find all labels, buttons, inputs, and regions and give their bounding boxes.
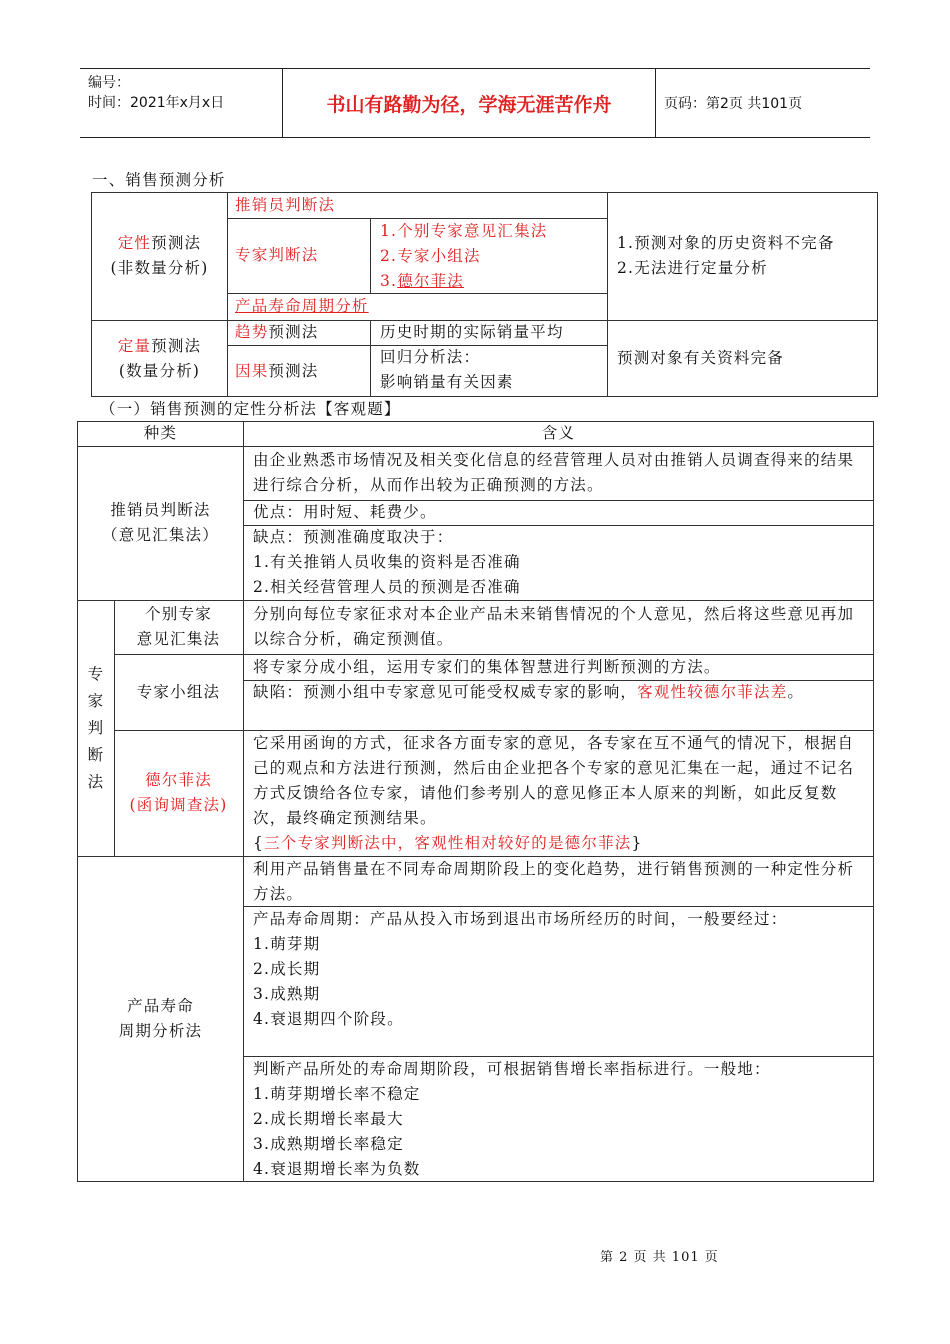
expert-item-3: 3.德尔菲法 xyxy=(380,272,465,290)
trend-method: 趋势预测法 xyxy=(235,323,319,341)
lifecycle-judgement: 判断产品所处的寿命周期阶段，可根据销售增长率指标进行。一般地： 1.萌芽期增长率不稳定 2.成长期增长率最大 3.成熟期增长率稳定 4.衰退期增长率为负数 xyxy=(253,1060,771,1178)
individual-expert-name: 个别专家 意见汇集法 xyxy=(136,605,221,648)
col-type-header: 种类 xyxy=(143,424,178,442)
lifecycle-name: 产品寿命 周期分析法 xyxy=(118,997,203,1040)
trend-desc: 历史时期的实际销量平均 xyxy=(380,323,564,341)
lifecycle-stages: 产品寿命周期：产品从投入市场到退出市场所经历的时间，一般要经过： 1.萌芽期 2.成长期 3.成熟期 4.衰退期四个阶段。 xyxy=(253,910,788,1028)
salesman-pro: 优点：用时短、耗费少。 xyxy=(253,503,437,521)
delphi-definition: 它采用函询的方式，征求各方面专家的意见，各专家在互不通气的情况下，根据自己的观点和方法进行预测，然后由企业把各个专家的意见汇集在一起，通过不记名方式反馈给各位专家，请他们参考别人的意见修正本人原来的判断，如此反复数次，最终确定预测结果。 {三个专家判断法中，客观性相对较好的是德尔菲法} xyxy=(253,731,866,856)
salesman-definition: 由企业熟悉市场情况及相关变化信息的经营管理人员对由推销人员调查得来的结果进行综合分析，从而作出较为正确预测的方法。 xyxy=(253,451,855,494)
panel-definition: 将专家分成小组，运用专家们的集体智慧进行判断预测的方法。 xyxy=(253,658,721,676)
expert-item-2: 2.专家小组法 xyxy=(380,247,481,265)
salesman-name: 推销员判断法 （意见汇集法） xyxy=(102,501,219,544)
expert-method: 专家判断法 xyxy=(235,246,319,264)
lifecycle-definition: 利用产品销售量在不同寿命周期阶段上的变化趋势，进行销售预测的一种定性分析方法。 xyxy=(253,860,855,903)
salesman-method: 推销员判断法 xyxy=(235,196,336,214)
delphi-name: 德尔菲法 (函询调查法) xyxy=(129,771,228,814)
quantitative-label: 定量预测法 (数量分析) xyxy=(117,336,202,380)
page-header xyxy=(80,68,870,138)
section-title: 一、销售预测分析 xyxy=(92,171,226,189)
expert-submethods xyxy=(380,219,548,294)
panel-con: 缺陷：预测小组中专家意见可能受权威专家的影响，客观性较德尔菲法差。 xyxy=(253,683,805,701)
salesman-con: 缺点：预测准确度取决于： 1.有关推销人员收集的资料是否准确 2.相关经营管理人员的预测是否准确 xyxy=(253,528,521,596)
cause-method: 因果预测法 xyxy=(235,361,319,380)
expert-item-1: 1.个别专家意见汇集法 xyxy=(380,222,548,240)
quantitative-condition: 预测对象有关资料完备 xyxy=(617,349,785,367)
serial-label: 编号： xyxy=(88,75,130,91)
time-label: 时间：2021年x月x日 xyxy=(88,95,225,111)
individual-expert-definition: 分别向每位专家征求对本企业产品未来销售情况的个人意见，然后将这些意见再加以综合分析，确定预测值。 xyxy=(253,605,855,648)
delphi-note: {三个专家判断法中，客观性相对较好的是德尔菲法} xyxy=(253,834,643,852)
subsection-title: （一）销售预测的定性分析法【客观题】 xyxy=(100,400,401,418)
qualitative-label: 定性预测法 (非数量分析) xyxy=(110,233,209,277)
header-meta xyxy=(80,69,280,137)
header-page-info: 页码：第2页 共101页 xyxy=(664,96,803,112)
expert-group-label: 专 家 判 断 法 xyxy=(87,664,105,791)
page-footer: 第 2 页 共 101 页 xyxy=(600,1250,719,1265)
lifecycle-method: 产品寿命周期分析 xyxy=(235,297,369,315)
cause-desc: 回归分析法： 影响销量有关因素 xyxy=(380,348,514,391)
qualitative-conditions: 1.预测对象的历史资料不完备 2.无法进行定量分析 xyxy=(617,234,835,277)
col-meaning-header: 含义 xyxy=(541,424,576,442)
header-motto: 书山有路勤为径，学海无涯苦作舟 xyxy=(282,69,656,137)
panel-name: 专家小组法 xyxy=(136,682,221,701)
